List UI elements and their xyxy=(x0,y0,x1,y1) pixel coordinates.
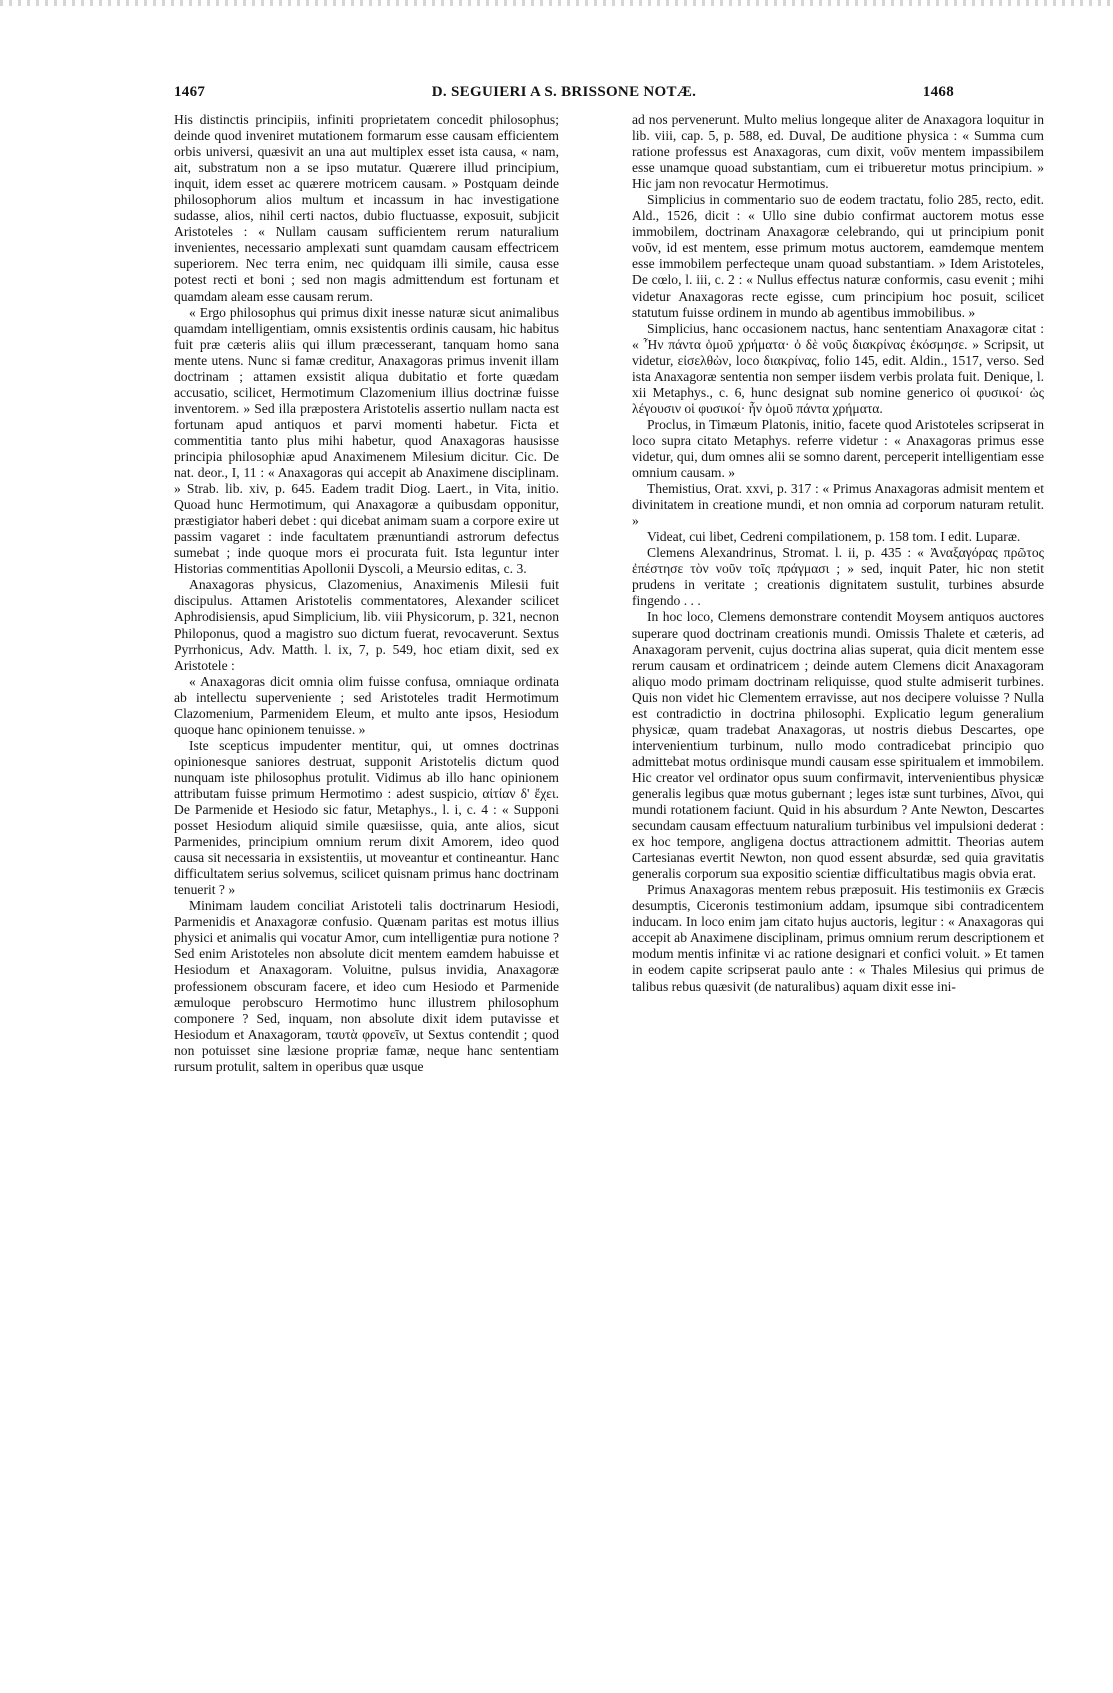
right-column xyxy=(632,112,1044,995)
running-header xyxy=(174,84,954,106)
running-title: D. SEGUIERI A S. BRISSONE NOTÆ. xyxy=(431,84,697,100)
paragraph: Clemens Alexandrinus, Stromat. l. ii, p. 435 : « Ἀναξαγόρας πρῶτος ἐπέστησε τὸν νοῦν τοῖς πράγμασι ; » sed, inquit Pater, hic non stetit prudens in veritate ; creationis dignitatem sustulit, turbines absurde fingendo . . . xyxy=(632,545,1044,609)
paragraph: In hoc loco, Clemens demonstrare contendit Moysem antiquos auctores superare quod doctrinam creationis mundi. Omissis Thalete et cæteris, ad Anaxagoram pervenit, cujus doctrina alias superat, quia dicit mentem esse rerum causam et ordinatricem ; deinde autem Clemens dicit Anaxagoram aliquo modo primam doctrinam reliquisse, quod stulte admiserit turbines. Quis non videt hic Clementem erravisse, aut nos decipere voluisse ? Nulla est contradictio in doctrina philosophi. Explicatio legum generalium physicæ, quam tradebat Anaxagoras, ut nostris diebus Descartes, ope intervenientium turbinum, nullo modo contradicebat principio quo admittebat motus ordinisque mundi causam esse spiritualem et immobilem. Hic creator vel ordinator opus suum confirmavit, intervenientibus physicæ generalis legibus quæ motus gubernant ; leges istæ sunt turbines, Δῖνοι, qui mundi rotationem faciunt. Quid in his absurdum ? Ante Newton, Descartes secundam causam effectuum naturalium turbinibus vel impulsioni dederat : ex hoc tempore, angligena doctus attractionem admittit. Theorias autem Cartesianas evertit Newton, non quod essent absurdæ, sed quia gravitatis generalis corporum sua expositio scientiæ difficultatibus magis obvia erat. xyxy=(632,609,1044,882)
paragraph: ad nos pervenerunt. Multo melius longeque aliter de Anaxagora loquitur in lib. viii, cap. 5, p. 588, ed. Duval, De auditione physica : « Summa cum ratione professus est Anaxagoras, cum dixit, νοῦν mentem impassibilem esse unamque quoad substantiam, cum ei tribueretur motus principium. » Hic jam non revocatur Hermotimus. xyxy=(632,112,1044,192)
paragraph: Primus Anaxagoras mentem rebus præposuit. His testimoniis ex Græcis desumptis, Ciceronis testimonium addam, ipsumque sibi contradicentem inducam. In loco enim jam citato hujus auctoris, legitur : « Anaxagoras qui accepit ab Anaximene disciplinam, primus omnium rerum descriptionem et modum mentis infinitæ vi ac ratione designari et confici voluit. » Et tamen in eodem capite scripserat paulo ante : « Thales Milesius qui primus de talibus rebus quæsivit (de naturalibus) aquam dixit esse ini- xyxy=(632,882,1044,994)
scan-edge xyxy=(0,0,1113,6)
paragraph: Videat, cui libet, Cedreni compilationem, p. 158 tom. I edit. Luparæ. xyxy=(647,529,1021,545)
page-number-right: 1468 xyxy=(922,84,954,100)
paragraph: Themistius, Orat. xxvi, p. 317 : « Primus Anaxagoras admisit mentem et divinitatem in creatione mundi, et non omnia ad corporum naturam retulit. » xyxy=(632,481,1044,529)
paragraph: Minimam laudem conciliat Aristoteli talis doctrinarum Hesiodi, Parmenidis et Anaxagoræ confusio. Quænam paritas est motus illius physici et animalis qui vocatur Amor, cum intelligentiæ pura notione ? Sed enim Aristoteles non absolute dicit mentem eamdem habuisse et Hesiodum et Anaxagoram. Voluitne, pulsus invidia, Anaxagoræ professionem obscuram facere, et ideo cum Hesiodo et Parmenide æmuloque perobscuro Hermotimo hunc illustrem philosophum componere ? Sed, inquam, non absolute dixit idem putavisse et Hesiodum et Anaxagoram, ταυτὰ φρονεῖν, ut Sextus contendit ; quod non potuisset sine læsione propriæ famæ, neque hanc sententiam rursum protulit, saltem in operibus quæ usque xyxy=(174,898,559,1074)
paragraph: Simplicius in commentario suo de eodem tractatu, folio 285, recto, edit. Ald., 1526, dicit : « Ullo sine dubio confirmat auctorem motus esse immobilem, doctrinam Anaxagoræ celebrando, qui ut principium ponit νοῦν, id est mentem, esse primum motus auctorem, eamdemque mentem esse immobilem perfecteque unam quoad substantiam. » Idem Aristoteles, De cœlo, l. iii, c. 2 : « Nullus effectus naturæ conformis, casu evenit ; mihi videtur Anaxagoras recte egisse, cum principium hoc posuit, scilicet statutum fuisse ordinem in mundo ab agentibus immobilibus. » xyxy=(632,192,1044,320)
paragraph: Simplicius, hanc occasionem nactus, hanc sententiam Anaxagoræ citat : « Ἦν πάντα ὁμοῦ χρήματα· ὁ δὲ νοῦς διακρίνας ἐκόσμησε. » Scripsit, ut videtur, εἰσελθὼν, loco διακρίνας, folio 145, edit. Aldin., 1517, verso. Sed ista Anaxagoræ sententia non semper iisdem verbis prolata fuit. Denique, l. xii Metaphys., c. 6, hunc designat sub nomine generico οἱ φυσικοί· ὡς λέγουσιν οἱ φυσικοί· ἦν ὁμοῦ πάντα χρήματα. xyxy=(632,320,1044,416)
paragraph: Anaxagoras physicus, Clazomenius, Anaximenis Milesii fuit discipulus. Attamen Aristotelis commentatores, Alexander scilicet Aphrodisiensis, apud Simplicium, lib. viii Physicorum, p. 321, necnon Philoponus, quod a magistro suo dictum fuerat, revocaverunt. Sextus Pyrrhonicus, Adv. Matth. l. ix, 7, p. 549, hoc etiam dixit, sed ex Aristotele : xyxy=(174,577,559,673)
paragraph: Iste scepticus impudenter mentitur, qui, ut omnes doctrinas opinionesque saniores destruat, supponit Aristotelis dictum quod nunquam iste philosophus protulit. Vidimus ab illo hanc opinionem attributam fuisse primum Hermotimo : adest suspicio, αἰτίαν δ' ἔχει. De Parmenide et Hesiodo sic fatur, Metaphys., l. i, c. 4 : « Supponi posset Hesiodum aliquid simile quæsiisse, quia, ante alios, sicut Parmenides, principium omnium rerum dixit Amorem, ideo quod causa sit necessaria in exsistentiis, ut moveantur et contineantur. Hanc difficultatem serius solvemus, scilicet quisnam primus hanc doctrinam tenuerit ? » xyxy=(174,737,559,898)
paragraph: « Anaxagoras dicit omnia olim fuisse confusa, omniaque ordinata ab intellectu superveniente ; sed Aristoteles tradit Hermotimum Clazomenium, Parmenidem Eleum, et multo ante ipsos, Hesiodum quoque hanc opinionem tenuisse. » xyxy=(174,673,559,737)
paragraph: Proclus, in Timæum Platonis, initio, facete quod Aristoteles scripserat in loco supra citato Metaphys. referre videtur : « Anaxagoras primus esse videtur, qui, dum omnes alii se somno darent, perceperit intelligentiam esse omnium causam. » xyxy=(632,416,1044,481)
left-column xyxy=(174,112,559,1075)
paragraph: His distinctis principiis, infiniti proprietatem concedit philosophus; deinde quod inveniret mutationem formarum esse causam efficientem orbis universi, quæsivit an una aut multiplex esset ista causa, « nam, ait, substratum non a se ipso mutatur. Quærere illud principium, inquit, idem esset ac quærere motricem causam. » Postquam deinde philosophorum alios multum et incassum in hac investigatione sudasse, alios, nihil certi nactos, dubio fluctuasse, exposuit, subjicit Aristoteles : « Nullam causam sufficientem rerum naturalium invenientes, necessario amplexati sunt quamdam causam effectricem superiorem. Nec terra enim, nec quidquam illi simile, causa esse potest recti et boni ; sed non magis admittendum est fortunam et quamdam aleam esse causam rerum. xyxy=(174,112,559,304)
paragraph: « Ergo philosophus qui primus dixit inesse naturæ sicut animalibus quamdam intelligentiam, omnis exsistentis ordinis causam, hic habitus fuit præ cæteris aliis qui illum præcesserant, tanquam homo sana mente utens. Nunc si famæ creditur, Anaxagoras primus invenit illam doctrinam ; attamen exsistit aliqua dubitatio et forte quædam accusatio, scilicet, Hermotimum Clazomenium illius doctrinæ fuisse inventorem. » Sed illa præpostera Aristotelis assertio nullam nacta est fortunam apud antiquos et parvi momenti habetur. Ficta et commentitia tanto plus mihi habetur, quod Anaxagoras hausisse principia philosophiæ apud Anaximenem Milesium dicitur. Cic. De nat. deor., I, 11 : « Anaxagoras qui accepit ab Anaximene disciplinam. » Strab. lib. xiv, p. 645. Eadem tradit Diog. Laert., in Vita, initio. Quoad hunc Hermotimum, qui Anaxagoræ a quibusdam opponitur, præstigiator haberi debet : qui dicebat animam suam a corpore exire ut passim vagaret : inde facultatem prænuntiandi astrorum defectus sumebat ; inde quoque mors ei procurata fuit. Ista leguntur inter Historias commentitias Apollonii Dyscoli, a Meursio editas, c. 3. xyxy=(174,304,559,577)
page-number-left: 1467 xyxy=(174,84,206,100)
